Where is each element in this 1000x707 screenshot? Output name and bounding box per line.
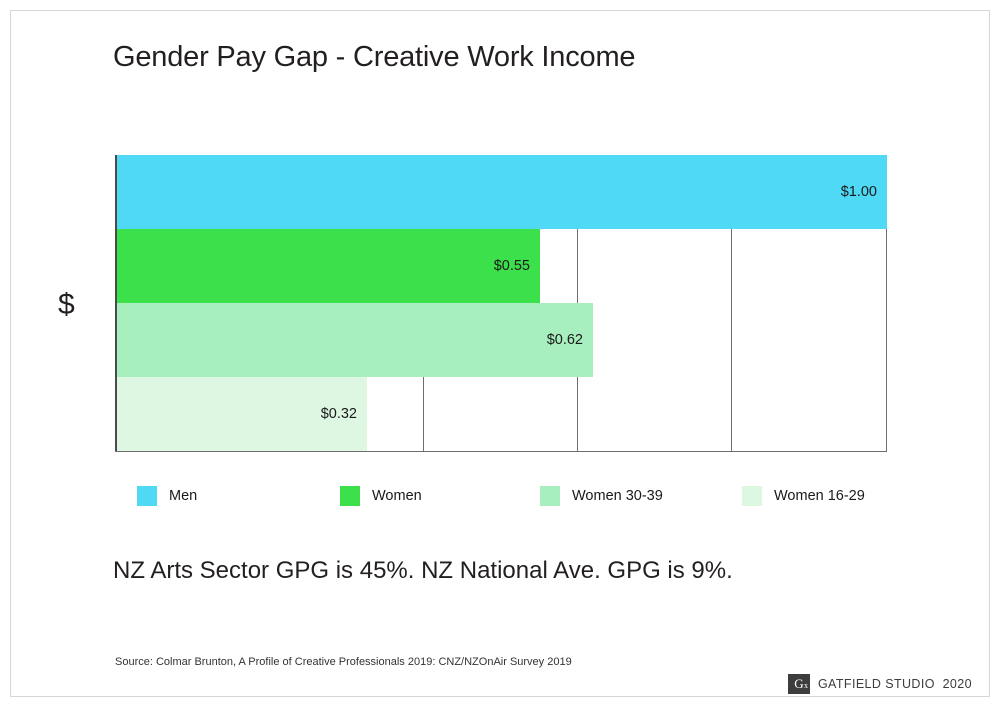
legend-swatch-men (137, 486, 157, 506)
bar-chart (115, 155, 887, 451)
brand-mark-letter: G (794, 676, 804, 691)
bar-men (115, 155, 887, 229)
bar-label-women-30-39: $0.62 (546, 332, 583, 348)
legend-label-men: Men (169, 488, 198, 504)
brand-studio-name: GATFIELD STUDIO (817, 677, 935, 691)
legend-label-women-30-39: Women 30-39 (572, 488, 663, 504)
legend-item-women-16-29 (742, 485, 865, 507)
y-axis-line (115, 155, 117, 452)
brand-year: 2020 (942, 677, 972, 691)
chart-legend (137, 485, 897, 509)
brand-mark-sup: x (803, 681, 808, 690)
legend-swatch-women-30-39 (540, 486, 560, 506)
legend-label-women: Women (372, 488, 422, 504)
y-axis-label: $ (58, 288, 75, 321)
brand-name (818, 677, 972, 691)
legend-item-women (340, 485, 422, 507)
source-note: Source: Colmar Brunton, A Profile of Creative Professionals 2019: CNZ/NZOnAir Survey 2019 (115, 656, 572, 668)
gatfield-logo-icon (788, 674, 810, 694)
summary-statement: NZ Arts Sector GPG is 45%. NZ National Ave. GPG is 9%. (113, 557, 733, 584)
bar-label-men: $1.00 (840, 184, 877, 200)
brand-footer (788, 674, 972, 694)
legend-item-women-30-39 (540, 485, 663, 507)
legend-swatch-women (340, 486, 360, 506)
bar-women (115, 229, 540, 303)
bar-women-30-39 (115, 303, 593, 377)
bar-label-women-16-29: $0.32 (320, 406, 357, 422)
bar-women-16-29 (115, 377, 367, 451)
x-axis-line (115, 451, 887, 452)
page-title: Gender Pay Gap - Creative Work Income (113, 41, 636, 73)
bar-label-women: $0.55 (493, 258, 530, 274)
legend-item-men (137, 485, 197, 507)
legend-swatch-women-16-29 (742, 486, 762, 506)
legend-label-women-16-29: Women 16-29 (774, 488, 865, 504)
